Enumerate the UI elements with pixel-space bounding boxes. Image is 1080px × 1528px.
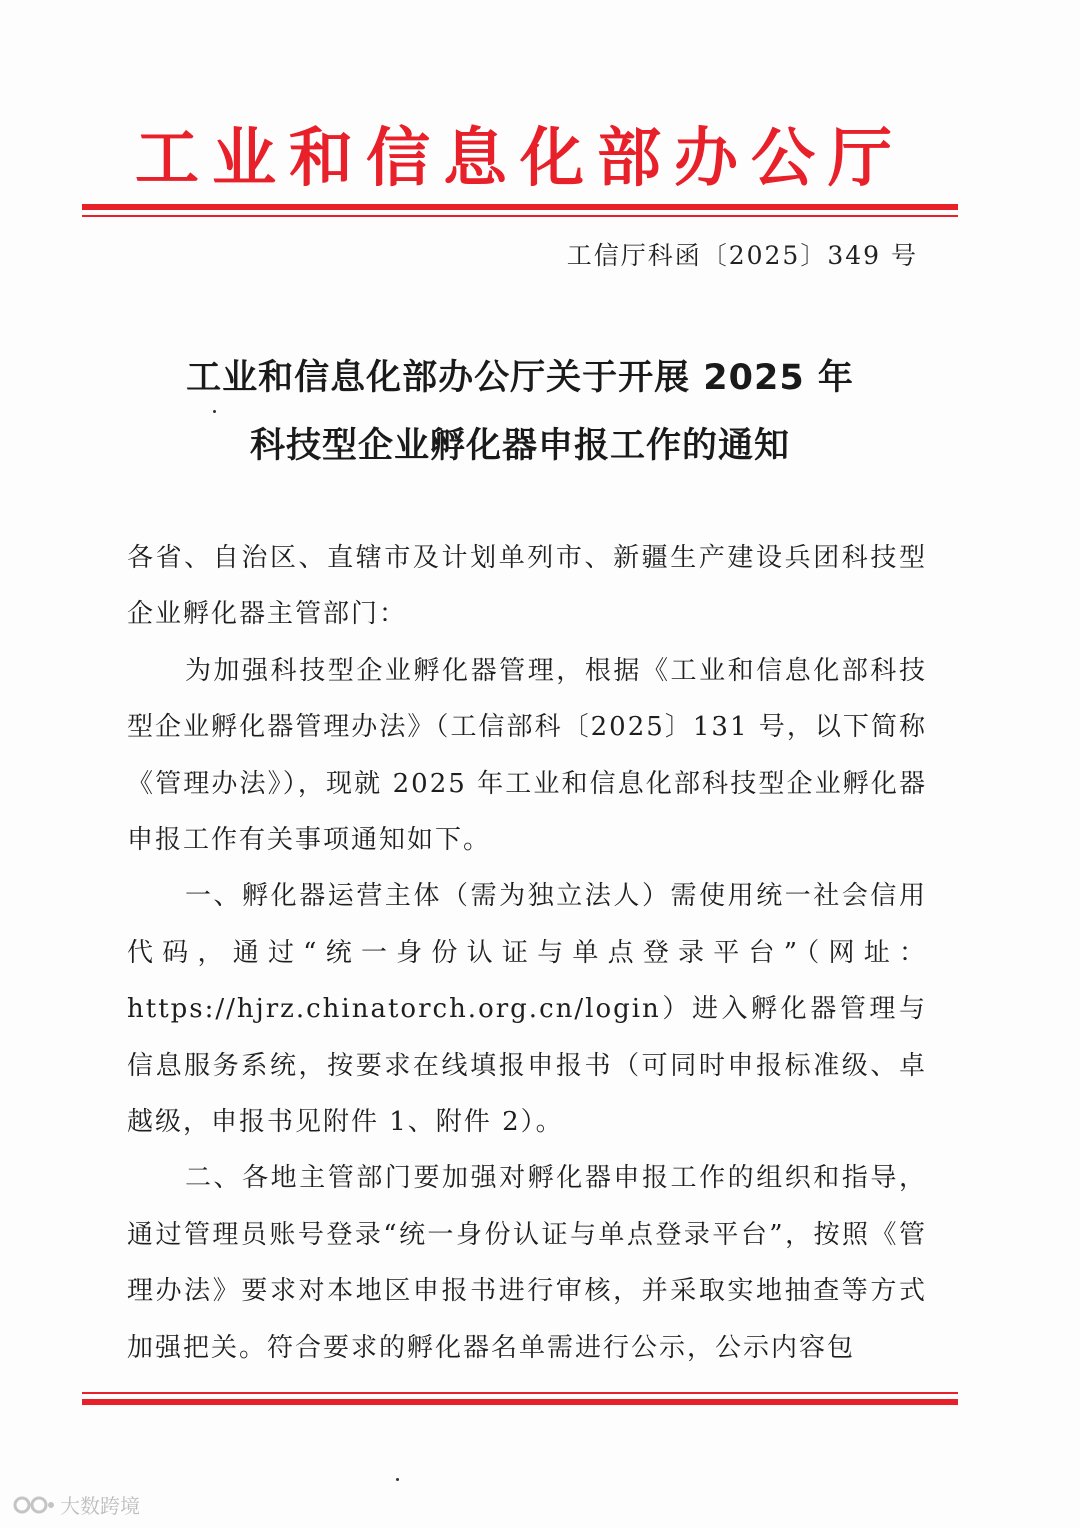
footer-rule-thin: [82, 1392, 958, 1394]
masthead-rule-thin: [82, 215, 958, 217]
item-one-paragraph: 一、孵化器运营主体（需为独立法人）需使用统一社会信用代码，通过“统一身份认证与单点登录平台”（网址：https://hjrz.chinatorch.org.cn/login）进入孵化器管理与信息服务系统，按要求在线填报申报书（可同时申报标准级、卓越级，申报书见附件 1、附件 2）。: [127, 881, 927, 1138]
watermark-logo-icon: [12, 1494, 56, 1516]
document-number: 工信厅科函〔2025〕349 号: [566, 241, 918, 270]
item-two-paragraph: 二、各地主管部门要加强对孵化器申报工作的组织和指导，通过管理员账号登录“统一身份认证与单点登录平台”，按照《管理办法》要求对本地区申报书进行审核，并采取实地抽查等方式加强把关。符合要求的孵化器名单需进行公示，公示内容包: [127, 1163, 927, 1363]
page-mark-dot: [396, 1478, 399, 1481]
footer-rule-thick: [82, 1399, 958, 1405]
masthead-rule-thick: [82, 204, 958, 210]
title-line-1: 工业和信息化部办公厅关于开展 2025 年: [186, 358, 854, 398]
scan-speck: [213, 410, 216, 413]
salutation-paragraph: 各省、自治区、直辖市及计划单列市、新疆生产建设兵团科技型企业孵化器主管部门：: [127, 543, 927, 630]
title-line-2: 科技型企业孵化器申报工作的通知: [249, 426, 790, 466]
watermark: [12, 1490, 140, 1519]
watermark-text: 大数跨境: [60, 1494, 140, 1518]
masthead: 工业和信息化部办公厅: [135, 121, 905, 196]
intro-paragraph: 为加强科技型企业孵化器管理，根据《工业和信息化部科技型企业孵化器管理办法》（工信部科〔2025〕131 号，以下简称《管理办法》），现就 2025 年工业和信息化部科技型企业孵化器申报工作有关事项通知如下。: [127, 655, 927, 856]
body-text: [127, 530, 927, 1376]
